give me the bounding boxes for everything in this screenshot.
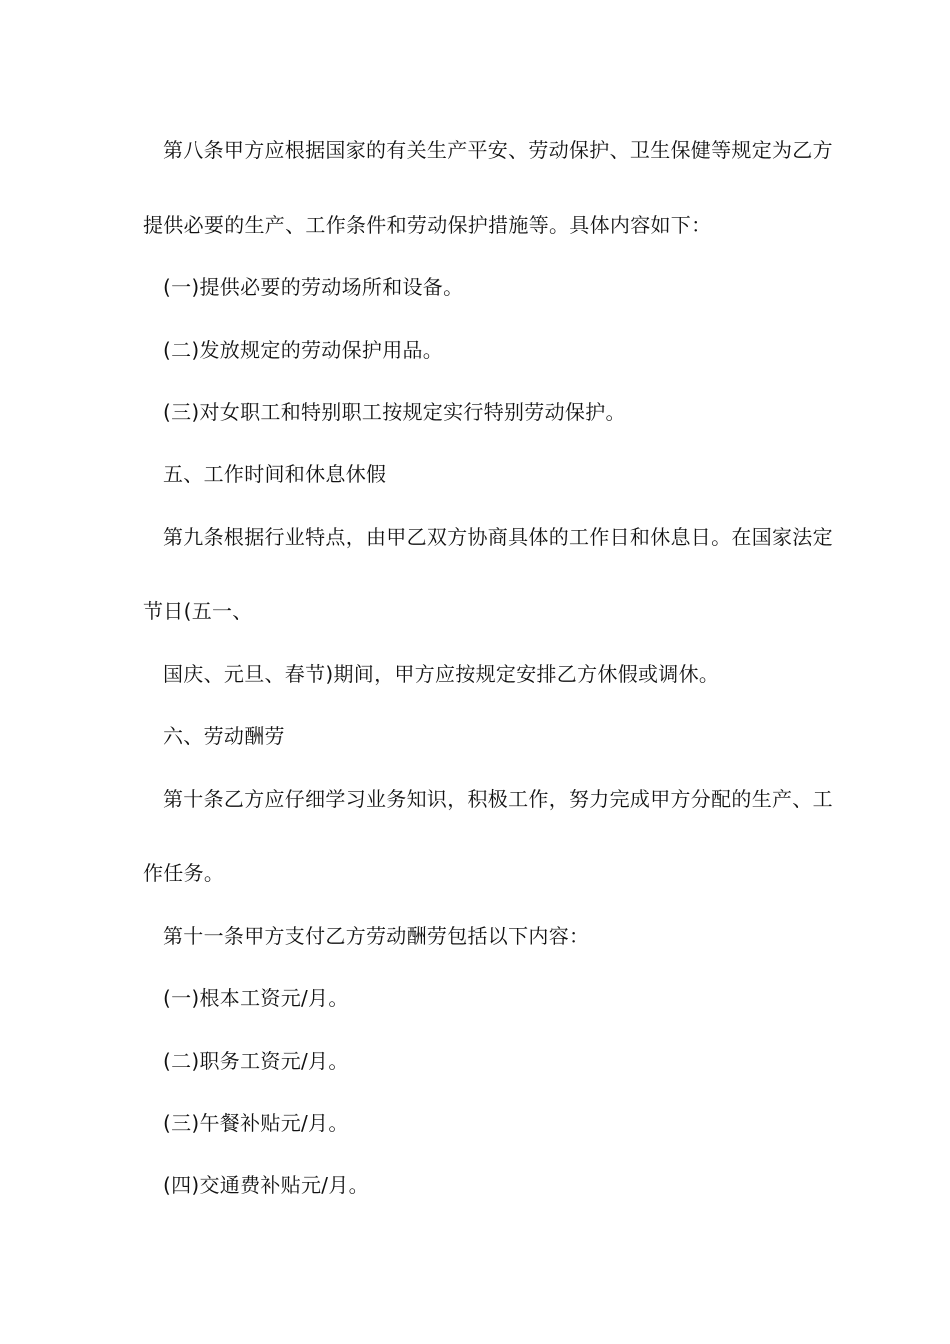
list-item-wage-2: (二)职务工资元/月。 bbox=[163, 1049, 349, 1073]
list-item-wage-4: (四)交通费补贴元/月。 bbox=[163, 1173, 369, 1197]
paragraph-article-9-line-3: 国庆、元旦、春节)期间，甲方应按规定安排乙方休假或调休。 bbox=[163, 662, 720, 686]
paragraph-article-11: 第十一条甲方支付乙方劳动酬劳包括以下内容： bbox=[163, 924, 590, 948]
paragraph-article-8-line-2: 提供必要的生产、工作条件和劳动保护措施等。具体内容如下： bbox=[143, 213, 712, 237]
paragraph-article-9-line-1: 第九条根据行业特点，由甲乙双方协商具体的工作日和休息日。在国家法定 bbox=[163, 525, 833, 549]
section-heading-6: 六、劳动酬劳 bbox=[163, 724, 285, 748]
paragraph-article-8-line-1: 第八条甲方应根据国家的有关生产平安、劳动保护、卫生保健等规定为乙方 bbox=[163, 138, 833, 162]
list-item-wage-1: (一)根本工资元/月。 bbox=[163, 986, 349, 1010]
section-heading-5: 五、工作时间和休息休假 bbox=[163, 462, 387, 486]
list-item-wage-3: (三)午餐补贴元/月。 bbox=[163, 1111, 349, 1135]
list-item-2: (二)发放规定的劳动保护用品。 bbox=[163, 338, 444, 362]
paragraph-article-9-line-2: 节日(五一、 bbox=[143, 599, 253, 623]
paragraph-article-10-line-1: 第十条乙方应仔细学习业务知识，积极工作，努力完成甲方分配的生产、工 bbox=[163, 787, 833, 811]
list-item-3: (三)对女职工和特别职工按规定实行特别劳动保护。 bbox=[163, 400, 626, 424]
list-item-1: (一)提供必要的劳动场所和设备。 bbox=[163, 275, 464, 299]
paragraph-article-10-line-2: 作任务。 bbox=[143, 861, 225, 885]
